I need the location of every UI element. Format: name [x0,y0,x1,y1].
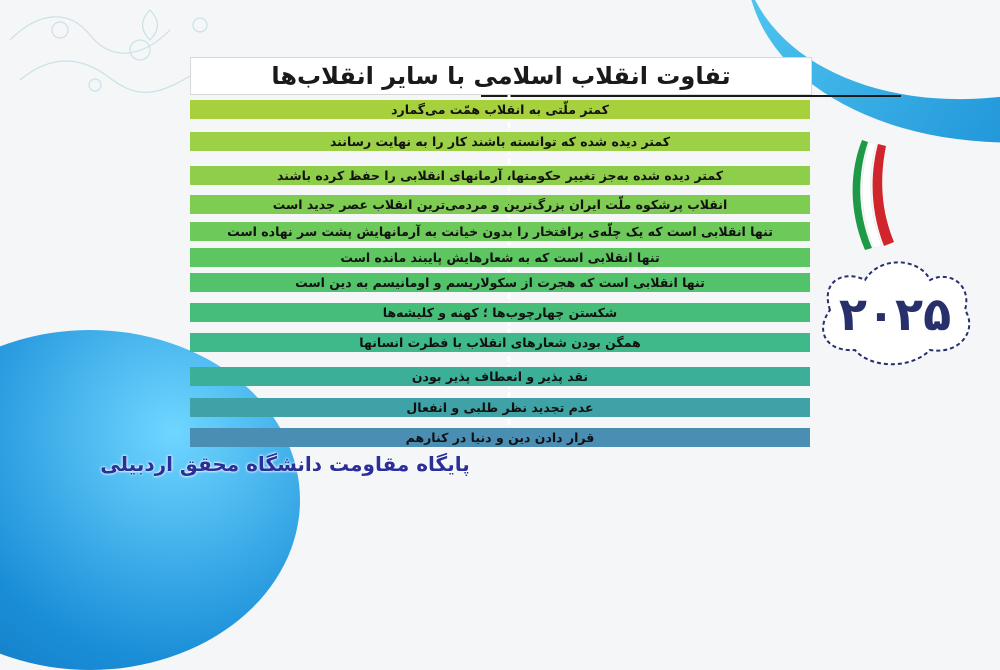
list-item-text: انقلاب پرشکوه ملّت ایران بزرگ‌ترین و مردمی‌ترین انقلاب عصر جدید است [272,197,728,212]
title-box [190,57,812,95]
list-item-text: تنها انقلابی است که هجرت از سکولاریسم و اومانیسم به دین است [295,275,705,290]
rows-list [190,100,810,450]
title-underline [481,95,901,97]
anniversary-logo [810,130,980,380]
list-item [190,222,810,241]
list-item [190,428,810,447]
list-item [190,367,810,386]
list-item-text: عدم تجدید نظر طلبی و انفعال [406,400,594,415]
list-item-text: نقد پذیر و انعطاف پذیر بودن [411,369,589,384]
list-item-text: کمتر دیده شده که توانسته باشند کار را به نهایت رسانند [329,134,671,149]
list-item [190,303,810,322]
list-item [190,398,810,417]
list-item-text: تنها انقلابی است که یک چلّه‌ی پرافتخار را بدون خیانت به آرمانهایش پشت سر نهاده است [227,224,773,239]
list-item-text: شکستن چهارچوب‌ها ؛ کهنه و کلیشه‌ها [382,305,618,320]
list-item-text: کمتر ملّتی به انقلاب همّت می‌گمارد [391,102,609,117]
list-item-text: همگن بودن شعارهای انقلاب با فطرت انسانها [359,335,641,350]
list-item-text: کمتر دیده شده به‌جز تغییر حکومتها، آرمانهای انقلابی را حفظ کرده باشند [277,168,723,183]
list-item [190,100,810,119]
list-item-text: تنها انقلابی است که به شعارهایش پایبند مانده است [340,250,660,265]
list-item [190,333,810,352]
list-item [190,132,810,151]
logo-year: ۲۰۲۵ [838,287,952,341]
footer-organization-name: پایگاه مقاومت دانشگاه محقق اردبیلی [100,452,470,476]
page-title: تفاوت انقلاب اسلامی با سایر انقلاب‌ها [271,62,731,90]
list-item [190,166,810,185]
list-item [190,273,810,292]
list-item [190,195,810,214]
list-item [190,248,810,267]
list-item-text: قرار دادن دین و دنیا در کنارهم [405,430,595,445]
